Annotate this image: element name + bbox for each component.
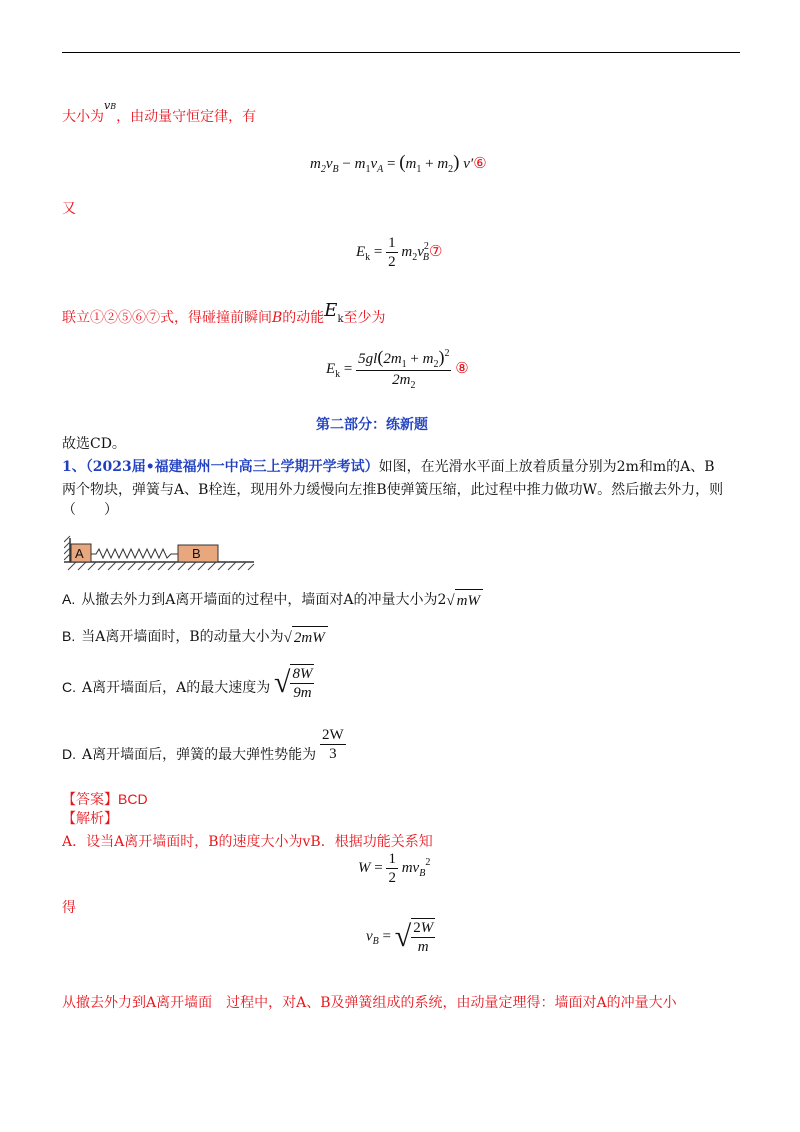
fraction-energy: $\frac{5gl(2m_1 + m_2)^2}{2m_2}$ bbox=[358, 347, 450, 391]
option-d-math: $\frac{2W}{3}$ bbox=[322, 727, 344, 762]
analysis-last-line: 从撤去外力到A离开墙面 过程中，对A、B及弹簧组成的系统，由动量定理得：墙面对A的冲量大小 bbox=[62, 995, 677, 1011]
block-b-label: B bbox=[192, 546, 201, 561]
question-blank: （ ） bbox=[62, 502, 118, 518]
option-b[interactable]: B. 当A离开墙面时，B的动量大小为√ 2mW bbox=[62, 625, 328, 649]
option-c-math: √ $\frac{8W}{9m}$ bbox=[274, 666, 313, 701]
section-title: 第二部分：练新题 bbox=[316, 416, 428, 432]
block-a-label: A bbox=[75, 546, 84, 561]
equation-vb: $v_B$ = √ $\frac{2W}{m}$ bbox=[366, 920, 434, 955]
answer-line: 【答案】BCD bbox=[62, 791, 148, 808]
equation-7: $E_k$ = $\frac{1}{2}$ $m_2v^2_B⑦$ bbox=[356, 235, 443, 270]
analysis-de: 得 bbox=[62, 900, 76, 916]
option-c[interactable]: C. A离开墙面后，A的最大速度为 bbox=[62, 679, 271, 696]
spring bbox=[91, 549, 178, 558]
question-line-1: 1、（2023届•福建福州一中高三上学期开学考试）如图，在光滑水平面上放着质量分别为2m和m的A、B bbox=[62, 459, 715, 475]
option-a[interactable]: A. 从撤去外力到A离开墙面的过程中，墙面对A的冲量大小为2√ mW bbox=[62, 588, 483, 612]
question-line-2: 两个物块，弹簧与A、B栓连，现用外力缓慢向左推B使弹簧压缩，此过程中推力做功W。然后撤去外力，则 bbox=[62, 482, 724, 498]
header-rule bbox=[62, 52, 740, 53]
option-d[interactable]: D. A离开墙面后，弹簧的最大弹性势能为 bbox=[62, 746, 317, 763]
text-you: 又 bbox=[62, 201, 76, 217]
fraction-half: $\frac{1}{2}$ bbox=[388, 235, 396, 270]
text-line-combine: 联立①②⑤⑥⑦式，得碰撞前瞬间B的动能Ek至少为 bbox=[62, 300, 386, 326]
wall-hatch bbox=[64, 536, 70, 560]
equation-6: $m_2v_B - m_1v_A = (m_1 + m_2)$ v′⑥ bbox=[310, 152, 487, 175]
equation-work: W = $\frac{1}{2}$ $mv_B^2$ bbox=[358, 851, 431, 886]
spring-blocks-figure bbox=[64, 530, 264, 576]
equation-8: $E_k$ = $\frac{5gl(2m_1 + m_2)^2}{2m_2}$ ⑧ bbox=[326, 347, 469, 391]
conclusion-text: 故选CD。 bbox=[62, 436, 126, 452]
floor-hatch bbox=[68, 562, 254, 570]
analysis-line-1: A．设当A离开墙面时，B的速度大小为vB．根据功能关系知 bbox=[62, 834, 433, 850]
analysis-label: 【解析】 bbox=[62, 811, 118, 827]
text-line-speed: 大小为$^{vB}$，由动量守恒定律，有 bbox=[62, 99, 257, 125]
